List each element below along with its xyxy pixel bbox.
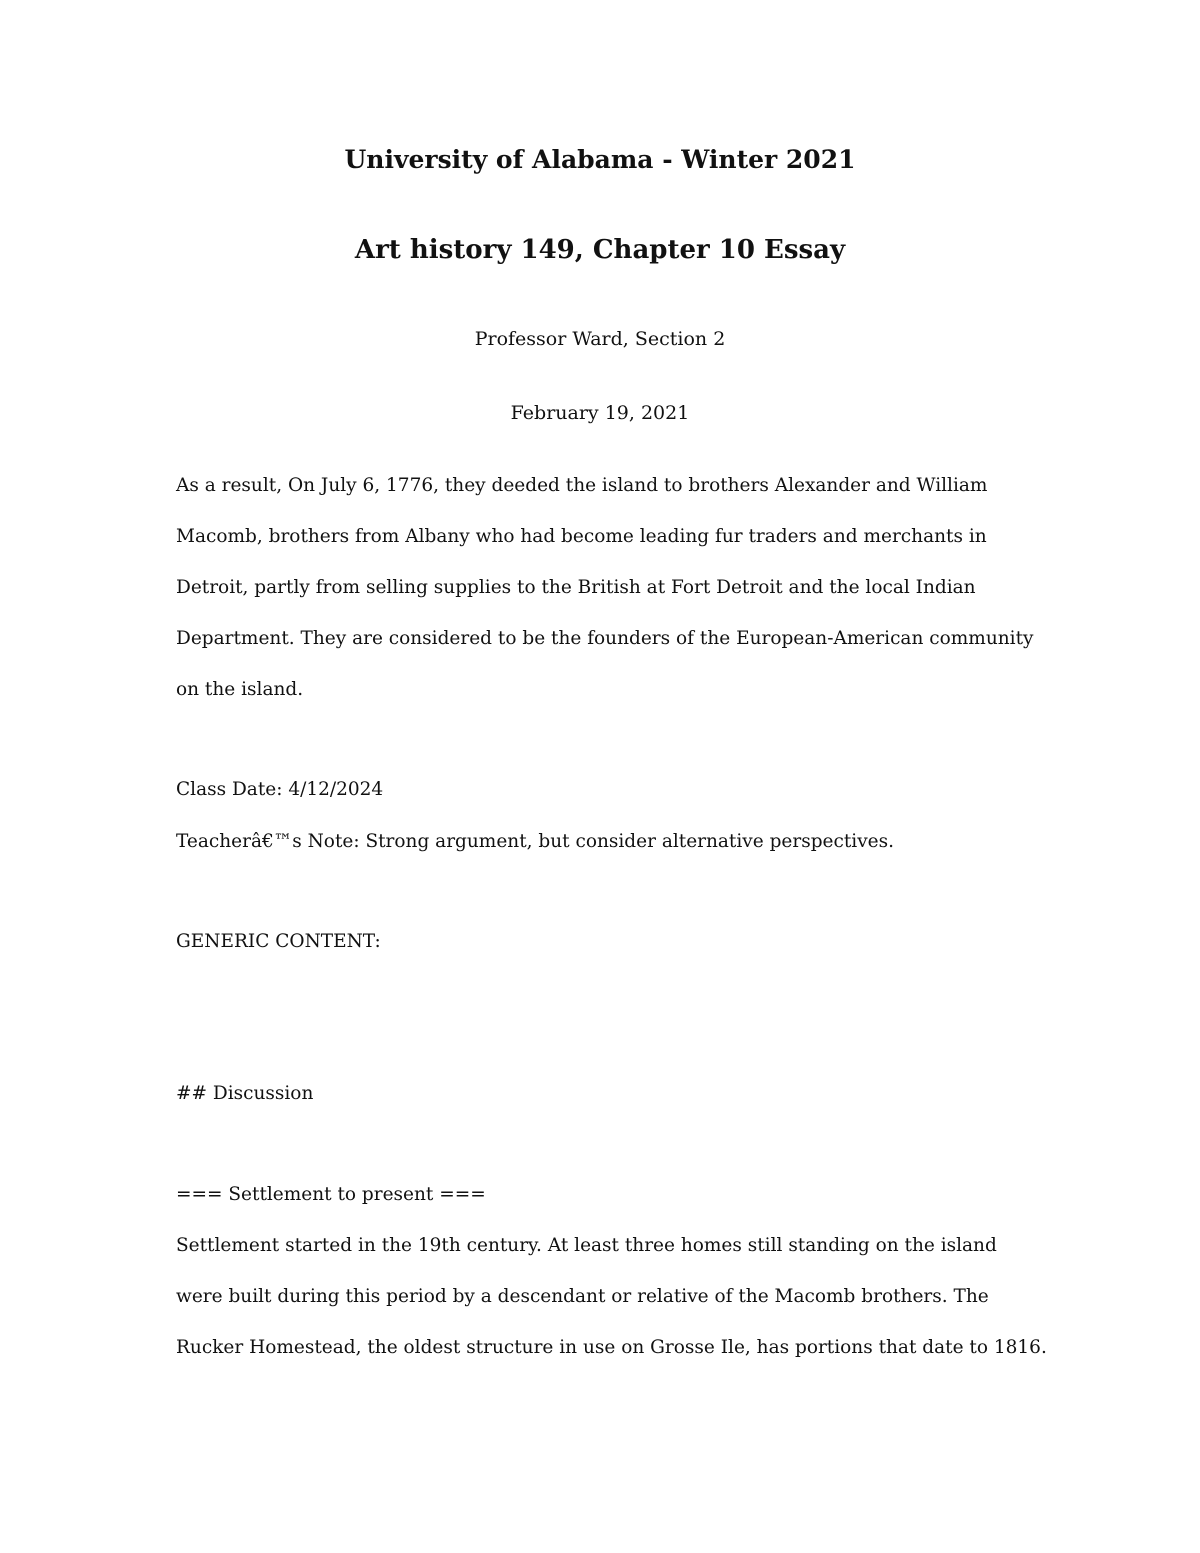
essay-title: Art history 149, Chapter 10 Essay: [354, 235, 846, 265]
paragraph-2-line-3: Rucker Homestead, the oldest structure in use on Grosse Ile, has portions that date to 1816.: [176, 1337, 1047, 1358]
paragraph-1-line-3: Detroit, partly from selling supplies to the British at Fort Detroit and the local Indian: [176, 577, 976, 598]
class-date: Class Date: 4/12/2024: [176, 779, 384, 800]
university-title: University of Alabama - Winter 2021: [344, 145, 856, 174]
paragraph-1-line-4: Department. They are considered to be the founders of the European-American community: [176, 628, 1034, 649]
paragraph-1-line-2: Macomb, brothers from Albany who had become leading fur traders and merchants in: [176, 526, 987, 547]
essay-date: February 19, 2021: [510, 402, 690, 424]
settlement-heading: === Settlement to present ===: [176, 1184, 486, 1205]
professor-section: Professor Ward, Section 2: [474, 328, 726, 350]
paragraph-1-line-5: on the island.: [176, 679, 304, 700]
generic-content-label: GENERIC CONTENT:: [176, 931, 381, 952]
paragraph-2-line-2: were built during this period by a descendant or relative of the Macomb brothers. The: [176, 1286, 989, 1307]
discussion-heading: ## Discussion: [176, 1083, 314, 1104]
paragraph-2-line-1: Settlement started in the 19th century. At least three homes still standing on the island: [176, 1235, 997, 1256]
paragraph-1-line-1: As a result, On July 6, 1776, they deeded the island to brothers Alexander and William: [176, 475, 988, 496]
teacher-note: Teacherâ€™s Note: Strong argument, but consider alternative perspectives.: [176, 831, 894, 852]
